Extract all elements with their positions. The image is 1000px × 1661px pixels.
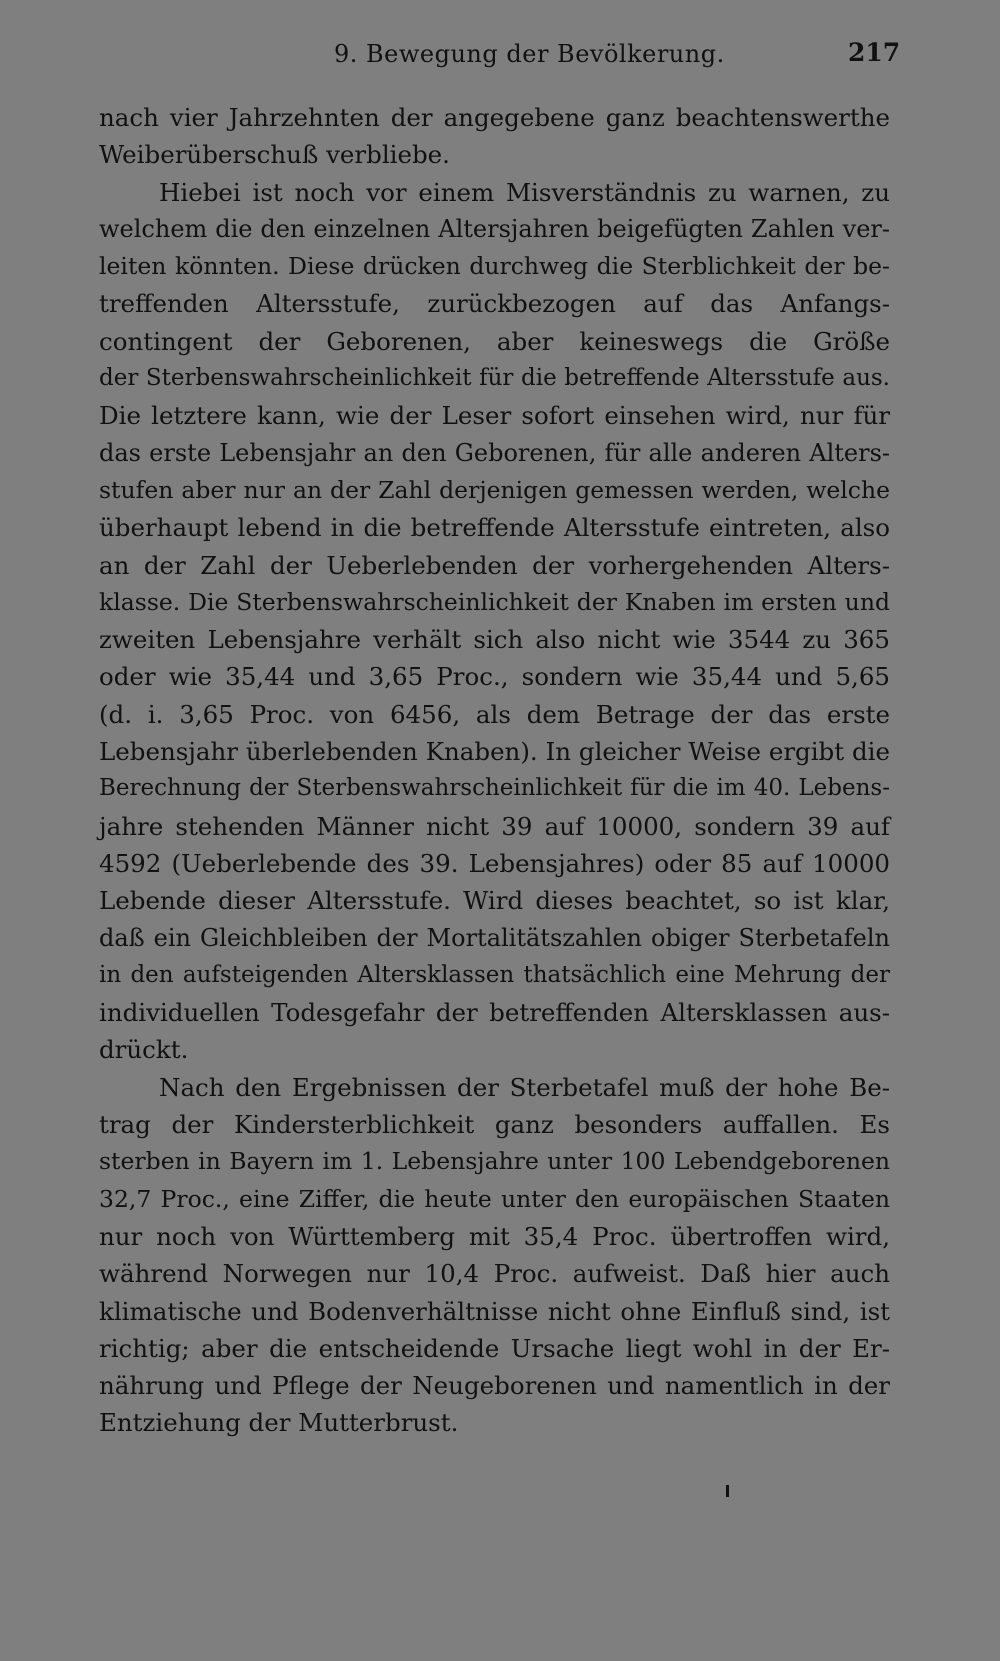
text-line: nur noch von Württemberg mit 35,4 Proc. übertroffen wird,	[99, 1221, 890, 1251]
text-line: Lebensjahr überlebenden Knaben). In gleicher Weise ergibt die	[99, 737, 890, 767]
text-line: oder wie 35,44 und 3,65 Proc., sondern wie 35,44 und 5,65	[99, 662, 890, 692]
text-line: während Norwegen nur 10,4 Proc. aufweist. Daß hier auch	[99, 1259, 890, 1289]
text-line: daß ein Gleichbleiben der Mortalitätszahlen obiger Sterbetafeln	[99, 923, 890, 952]
text-line: Lebende dieser Altersstufe. Wird dieses beachtet, so ist klar,	[99, 886, 890, 916]
text-line: 4592 (Ueberlebende des 39. Lebensjahres) oder 85 auf 10000	[99, 848, 890, 878]
text-line: drückt.	[99, 1035, 189, 1065]
text-line: der Sterbenswahrscheinlichkeit für die betreffende Altersstufe aus.	[99, 365, 890, 392]
text-line: Die letztere kann, wie der Leser sofort einsehen wird, nur für	[99, 401, 890, 431]
text-line: welchem die den einzelnen Altersjahren beigefügten Zahlen ver-	[99, 214, 890, 243]
text-line: an der Zahl der Ueberlebenden der vorhergehenden Alters-	[99, 550, 890, 580]
text-line: stufen aber nur an der Zahl derjenigen gemessen werden, welche	[99, 475, 890, 504]
text-line: trag der Kindersterblichkeit ganz besonders auffallen. Es	[99, 1110, 890, 1140]
text-line: klasse. Die Sterbenswahrscheinlichkeit der Knaben im ersten und	[99, 587, 890, 616]
text-line: in den aufsteigenden Altersklassen thatsächlich eine Mehrung der	[99, 961, 890, 988]
text-line: Weiberüberschuß verbliebe.	[99, 140, 450, 170]
text-line: Hiebei ist noch vor einem Misverständnis zu warnen, zu	[159, 177, 890, 207]
text-line: sterben in Bayern im 1. Lebensjahre unter 100 Lebendgeborenen	[99, 1147, 890, 1176]
body-text	[99, 99, 890, 1442]
text-line: nach vier Jahrzehnten der angegebene ganz beachtenswerthe	[99, 103, 890, 132]
text-line: Berechnung der Sterbenswahrscheinlichkeit für die im 40. Lebens-	[99, 775, 890, 802]
text-line: leiten könnten. Diese drücken durchweg die Sterblichkeit der be-	[99, 252, 890, 281]
text-line: nährung und Pflege der Neugeborenen und namentlich in der	[99, 1371, 890, 1401]
text-line: individuellen Todesgefahr der betreffenden Altersklassen aus-	[99, 998, 890, 1028]
text-line: Nach den Ergebnissen der Sterbetafel muß der hohe Be-	[159, 1072, 890, 1102]
text-line: klimatische und Bodenverhältnisse nicht ohne Einfluß sind, ist	[99, 1296, 890, 1326]
text-line: jahre stehenden Männer nicht 39 auf 10000, sondern 39 auf	[99, 811, 890, 841]
text-line: Entziehung der Mutterbrust.	[99, 1408, 459, 1438]
text-line: 32,7 Proc., eine Ziffer, die heute unter den europäischen Staaten	[99, 1184, 890, 1213]
ink-mark	[726, 1485, 729, 1497]
page-number: 217	[848, 38, 901, 67]
text-line: contingent der Geborenen, aber keineswegs die Größe	[99, 326, 890, 356]
text-line: richtig; aber die entscheidende Ursache liegt wohl in der Er-	[99, 1333, 890, 1363]
text-line: treffenden Altersstufe, zurückbezogen auf das Anfangs-	[99, 289, 890, 319]
text-line: überhaupt lebend in die betreffende Altersstufe eintreten, also	[99, 513, 890, 543]
running-head: 9. Bewegung der Bevölkerung.	[334, 40, 725, 68]
page-header	[0, 36, 1000, 76]
text-line: (d. i. 3,65 Proc. von 6456, als dem Betrage der das erste	[99, 699, 890, 729]
text-line: das erste Lebensjahr an den Geborenen, für alle anderen Alters-	[99, 438, 890, 467]
text-line: zweiten Lebensjahre verhält sich also nicht wie 3544 zu 365	[99, 625, 890, 655]
